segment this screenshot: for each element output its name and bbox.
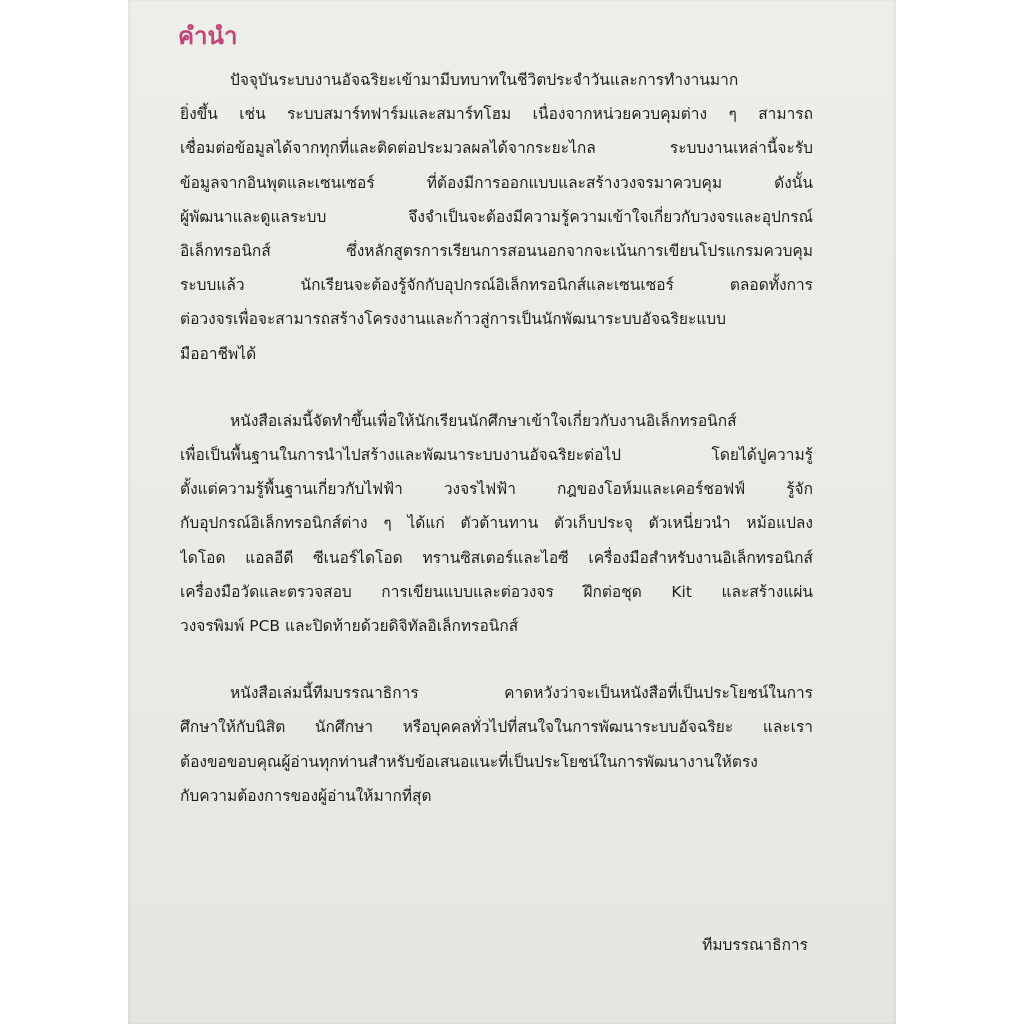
paragraph-line: ศึกษาให้กับนิสิต นักศึกษา หรือบุคคลทั่วไปที่สนใจในการพัฒนาระบบอัจฉริยะ และเรา (180, 718, 813, 737)
paragraph-line: อิเล็กทรอนิกส์ ซึ่งหลักสูตรการเรียนการสอนนอกจากจะเน้นการเขียนโปรแกรมควบคุม (180, 242, 813, 261)
paragraph-line: ต่อวงจรเพื่อจะสามารถสร้างโครงงานและก้าวสู่การเป็นนักพัฒนาระบบอัจฉริยะแบบ (180, 310, 726, 329)
paragraph-line: กับอุปกรณ์อิเล็กทรอนิกส์ต่าง ๆ ได้แก่ ตัวต้านทาน ตัวเก็บประจุ ตัวเหนี่ยวนำ หม้อแปลง (180, 514, 813, 533)
paragraph-line: ผู้พัฒนาและดูแลระบบ จึงจำเป็นจะต้องมีความรู้ความเข้าใจเกี่ยวกับวงจรและอุปกรณ์ (180, 207, 813, 226)
paragraph-line: ยิ่งขึ้น เช่น ระบบสมาร์ทฟาร์มและสมาร์ทโฮม เนื่องจากหน่วยควบคุมต่าง ๆ สามารถ (180, 105, 813, 124)
paragraph-line: วงจรพิมพ์ PCB และปิดท้ายด้วยดิจิทัลอิเล็กทรอนิกส์ (180, 617, 519, 636)
book-page (128, 0, 896, 1024)
paragraph-line: หนังสือเล่มนี้ทีมบรรณาธิการ คาดหวังว่าจะเป็นหนังสือที่เป็นประโยชน์ในการ (230, 684, 813, 703)
paragraph-line: เชื่อมต่อข้อมูลได้จากทุกที่และติดต่อประมวลผลได้จากระยะไกล ระบบงานเหล่านี้จะรับ (180, 139, 813, 158)
paragraph-line: กับความต้องการของผู้อ่านให้มากที่สุด (180, 786, 432, 805)
paragraph-line: ข้อมูลจากอินพุตและเซนเซอร์ ที่ต้องมีการออกแบบและสร้างวงจรมาควบคุม ดังนั้น (180, 173, 813, 192)
preface-body (180, 63, 813, 846)
paragraph-line: ไดโอด แอลอีดี ซีเนอร์ไดโอด ทรานซิสเตอร์และไอซี เครื่องมือสำหรับงานอิเล็กทรอนิกส์ (180, 548, 813, 567)
paragraph-line: เพื่อเป็นพื้นฐานในการนำไปสร้างและพัฒนาระบบงานอัจฉริยะต่อไป โดยได้ปูความรู้ (180, 446, 813, 465)
paragraph-line: เครื่องมือวัดและตรวจสอบ การเขียนแบบและต่อวงจร ฝึกต่อชุด Kit และสร้างแผ่น (180, 582, 813, 601)
paragraph-line: ตั้งแต่ความรู้พื้นฐานเกี่ยวกับไฟฟ้า วงจรไฟฟ้า กฎของโอห์มและเคอร์ชอฟฟ์ รู้จัก (180, 480, 813, 499)
paragraph-line: มืออาชีพได้ (180, 344, 257, 363)
paragraph-line: หนังสือเล่มนี้จัดทำขึ้นเพื่อให้นักเรียนนักศึกษาเข้าใจเกี่ยวกับงานอิเล็กทรอนิกส์ (230, 411, 737, 430)
paragraph (180, 63, 813, 371)
paragraph-line: ระบบแล้ว นักเรียนจะต้องรู้จักกับอุปกรณ์อิเล็กทรอนิกส์และเซนเซอร์ ตลอดทั้งการ (180, 276, 813, 295)
preface-heading: คำนำ (178, 22, 238, 50)
paragraph-line: ต้องขอขอบคุณผู้อ่านทุกท่านสำหรับข้อเสนอแนะที่เป็นประโยชน์ในการพัฒนางานให้ตรง (180, 752, 758, 771)
paragraph (180, 676, 813, 813)
paragraph (180, 404, 813, 643)
editorial-team-signature: ทีมบรรณาธิการ (702, 936, 808, 954)
paragraph-line: ปัจจุบันระบบงานอัจฉริยะเข้ามามีบทบาทในชีวิตประจำวันและการทำงานมาก (230, 71, 739, 89)
